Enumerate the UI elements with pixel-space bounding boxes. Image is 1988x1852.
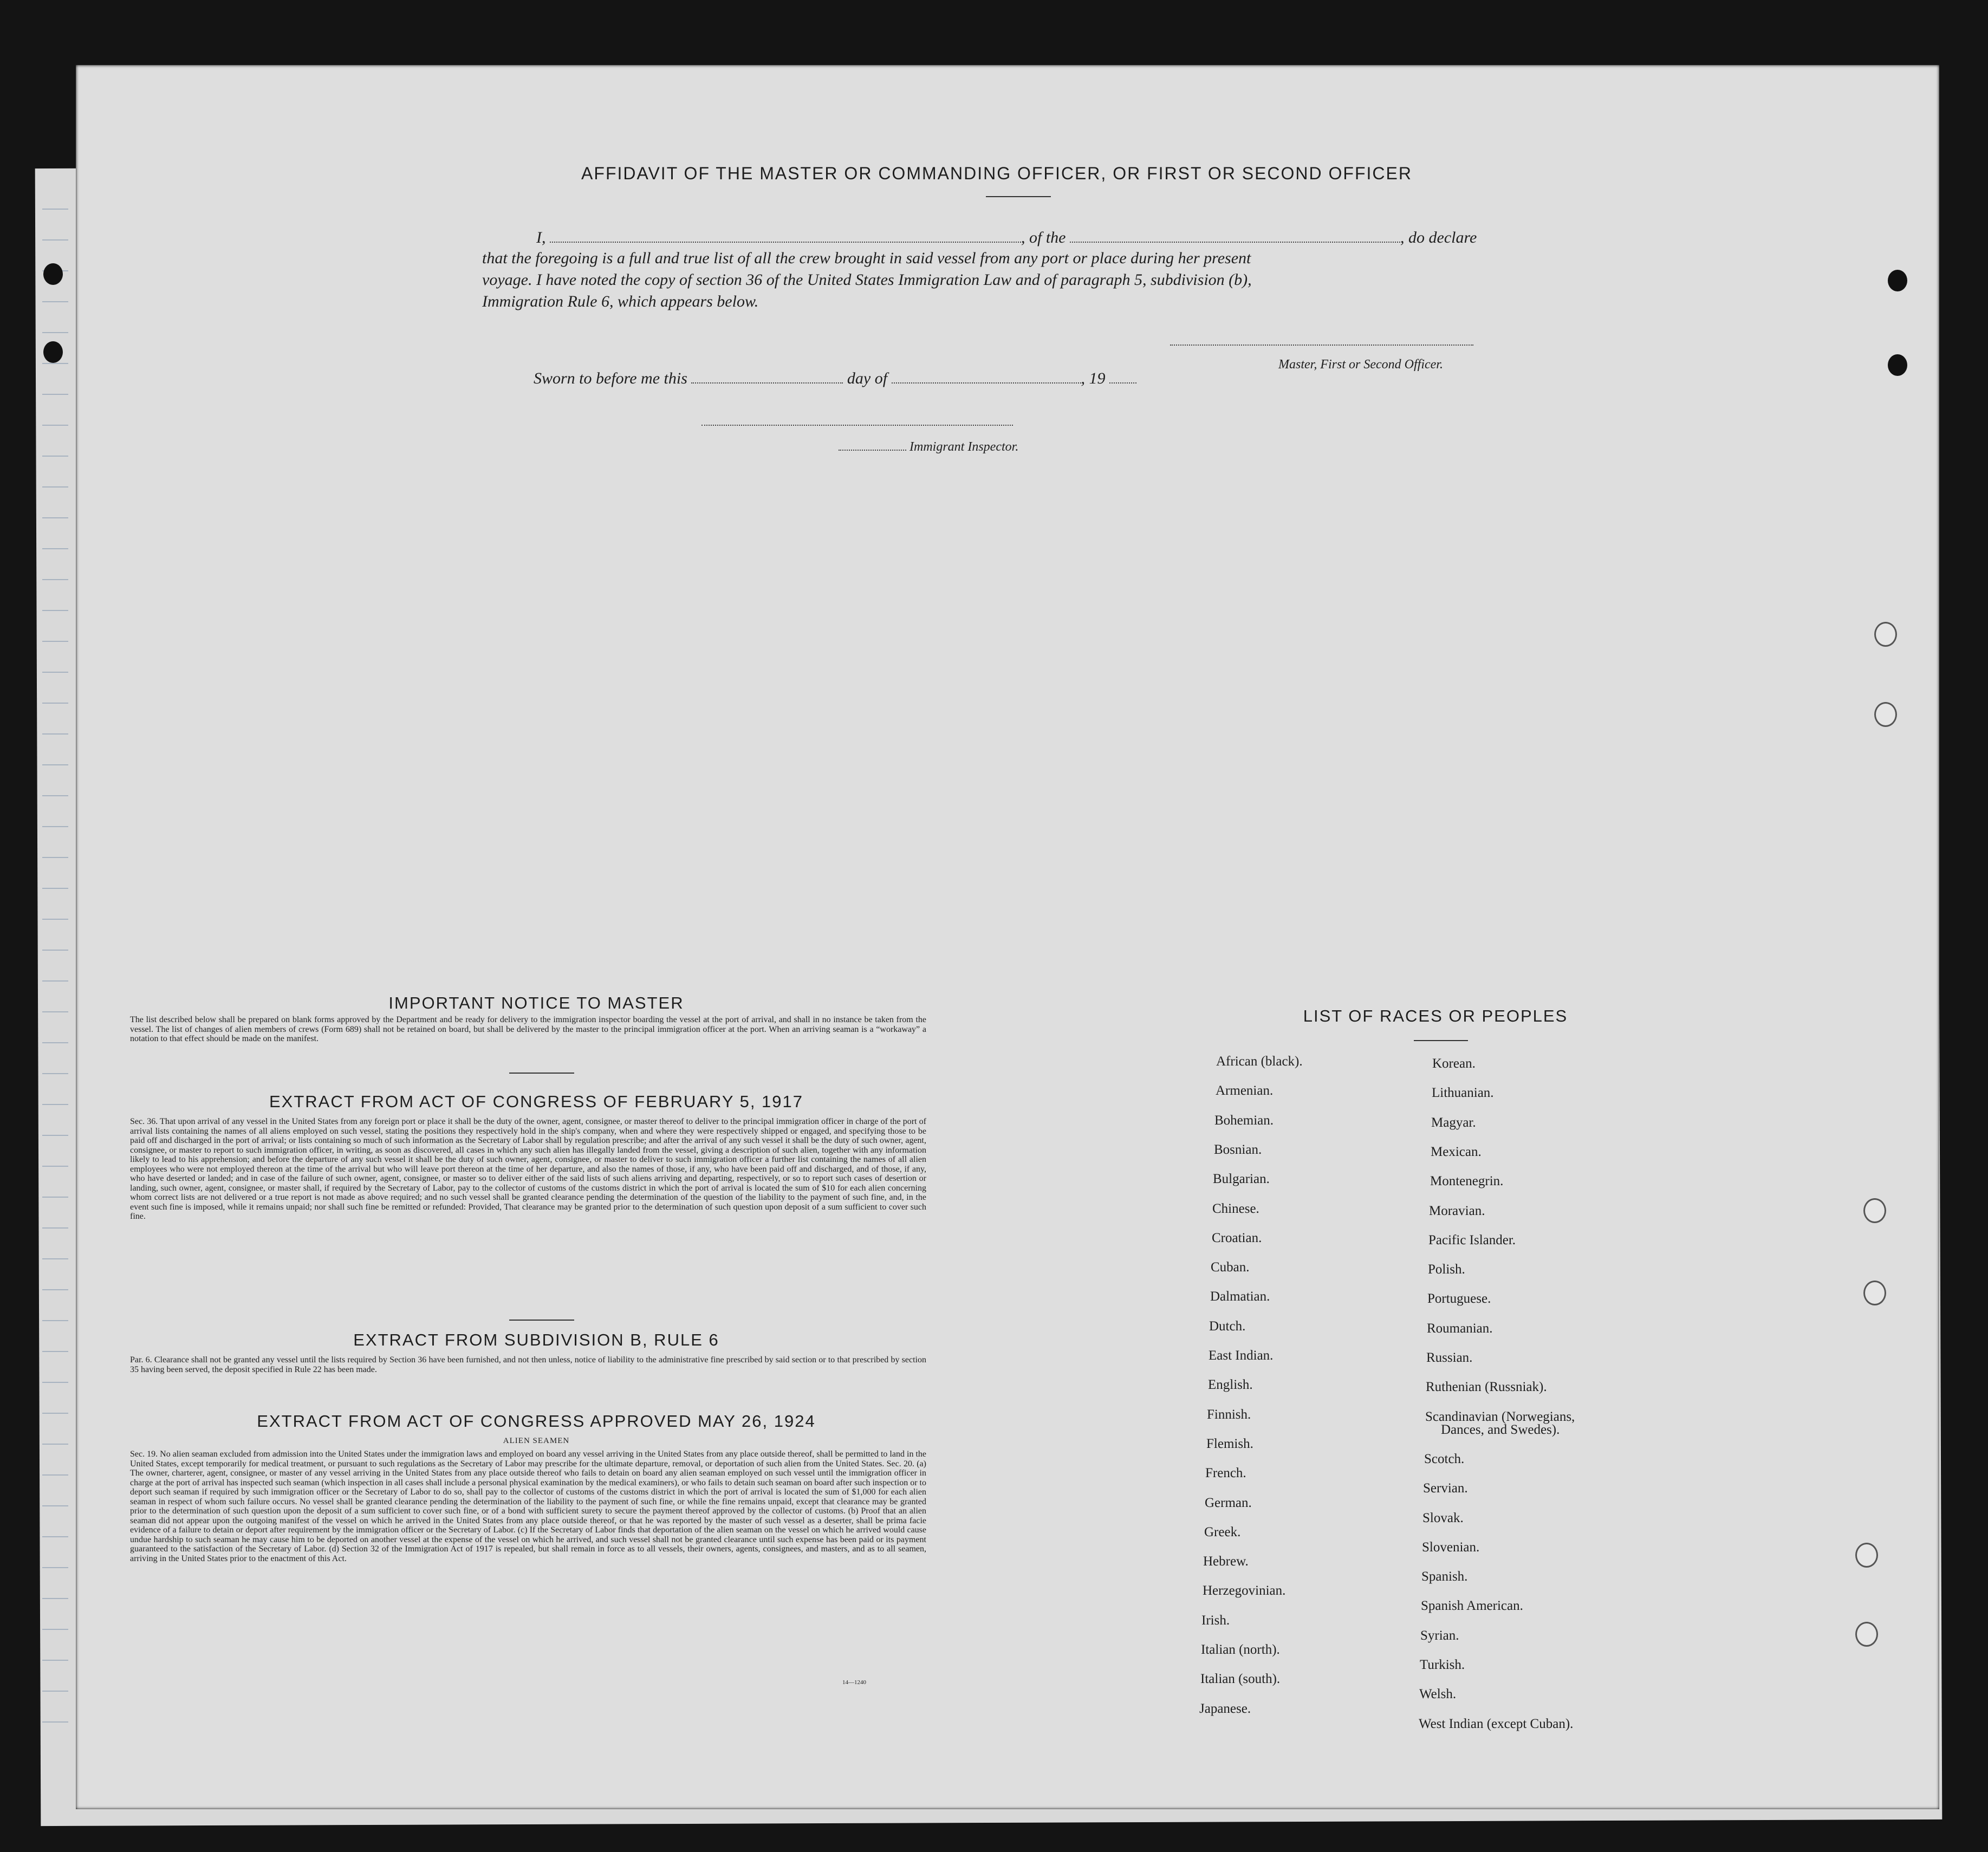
race-item: Italian (south). xyxy=(1200,1672,1281,1686)
sworn-date-blank[interactable] xyxy=(691,368,843,384)
race-item: Bosnian. xyxy=(1214,1142,1262,1157)
rule-6-title: EXTRACT FROM SUBDIVISION B, RULE 6 xyxy=(353,1330,719,1349)
punch-hole-icon xyxy=(1888,354,1907,376)
race-item: Lithuanian. xyxy=(1432,1086,1494,1100)
race-item: French. xyxy=(1205,1466,1246,1480)
inspector-text: Immigrant Inspector. xyxy=(909,440,1019,454)
race-item: Cuban. xyxy=(1211,1260,1250,1275)
divider xyxy=(509,1073,574,1074)
races-title: LIST OF RACES OR PEOPLES xyxy=(1303,1006,1568,1025)
race-item: Slovenian. xyxy=(1422,1540,1480,1555)
race-item: Pacific Islander. xyxy=(1428,1233,1516,1247)
race-item: Turkish. xyxy=(1420,1658,1465,1672)
race-item: Portuguese. xyxy=(1427,1291,1491,1306)
divider xyxy=(509,1320,574,1321)
race-item: Moravian. xyxy=(1429,1204,1485,1218)
rule-6-text: Par. 6. Clearance shall not be granted any vessel until the lists required by Section 36 have been furnished, and not then unless, notice of liability to the administrative fine prescribed by said section or to that prescribed by section 35 having been served, the deposit specified in Rule 22 has been made. xyxy=(130,1355,926,1374)
notice-title: IMPORTANT NOTICE TO MASTER xyxy=(388,993,684,1012)
race-item: Spanish American. xyxy=(1421,1598,1523,1613)
affidavit-line-3: voyage. I have noted the copy of section 36 of the United States Immigration Law and of paragraph 5, subdivision (b), xyxy=(482,271,1252,289)
divider xyxy=(1414,1040,1468,1041)
ledger-edge-lines xyxy=(42,179,68,1750)
race-item: Dutch. xyxy=(1209,1319,1246,1334)
act-1924-subtitle: ALIEN SEAMEN xyxy=(503,1437,570,1445)
affidavit-title: AFFIDAVIT OF THE MASTER OR COMMANDING OFFICER, OR FIRST OR SECOND OFFICER xyxy=(581,164,1412,183)
act-1917-title: EXTRACT FROM ACT OF CONGRESS OF FEBRUARY 5, 1917 xyxy=(269,1092,804,1111)
month-blank[interactable] xyxy=(892,368,1081,384)
act-1924-title: EXTRACT FROM ACT OF CONGRESS APPROVED MAY 26, 1924 xyxy=(257,1412,816,1431)
race-item: Bohemian. xyxy=(1214,1113,1274,1128)
race-item: Syrian. xyxy=(1420,1628,1459,1643)
race-item: Montenegrin. xyxy=(1430,1174,1504,1188)
race-item: German. xyxy=(1205,1496,1252,1510)
inspector-signature-line[interactable] xyxy=(701,425,1013,426)
race-item: Scandinavian (Norwegians, xyxy=(1425,1409,1575,1424)
race-item: Spanish. xyxy=(1421,1569,1468,1584)
race-item: Korean. xyxy=(1432,1056,1476,1071)
affidavit-i: I, xyxy=(536,229,546,246)
affidavit-of-the: , of the xyxy=(1021,229,1066,246)
race-item: Bulgarian. xyxy=(1213,1172,1270,1186)
affidavit-do-declare: , do declare xyxy=(1400,229,1477,246)
race-item: Finnish. xyxy=(1207,1407,1251,1422)
race-item: English. xyxy=(1208,1377,1253,1392)
punch-hole-icon xyxy=(1874,622,1897,647)
vessel-blank[interactable] xyxy=(1070,228,1400,243)
race-item: Croatian. xyxy=(1212,1231,1262,1245)
race-item: Italian (north). xyxy=(1201,1642,1280,1657)
name-blank[interactable] xyxy=(550,228,1021,243)
race-item: Servian. xyxy=(1423,1481,1468,1496)
race-item: Irish. xyxy=(1201,1613,1230,1628)
punch-hole-icon xyxy=(1855,1622,1878,1647)
race-item: Ruthenian (Russniak). xyxy=(1426,1380,1547,1394)
race-item: Roumanian. xyxy=(1427,1321,1493,1336)
year-blank[interactable] xyxy=(1109,368,1136,384)
race-item: Slovak. xyxy=(1422,1511,1464,1525)
punch-hole-icon xyxy=(1863,1281,1886,1305)
race-item: Herzegovinian. xyxy=(1203,1583,1286,1598)
divider xyxy=(986,196,1051,197)
race-item: Polish. xyxy=(1428,1262,1465,1277)
race-item: West Indian (except Cuban). xyxy=(1419,1717,1574,1731)
year-label: , 19 xyxy=(1081,369,1106,387)
punch-hole-icon xyxy=(1863,1198,1886,1223)
master-signature-line[interactable] xyxy=(1170,345,1473,346)
race-item: Magyar. xyxy=(1431,1115,1476,1130)
punch-hole-icon xyxy=(43,341,63,363)
race-item: Flemish. xyxy=(1206,1437,1253,1451)
punch-hole-icon xyxy=(1888,270,1907,291)
act-1917-text: Sec. 36. That upon arrival of any vessel in the United States from any foreign port or place it shall be the duty of the owner, agent, consignee, or master thereof to deliver to the principal immigration officer in charge of the port of arrival lists containing the names of all aliens employed on such vessel, stating the positions they respectively hold in the ship's company, when and where they were respectively shipped or engaged, and specifying those to be paid off and discharged in the port of arrival; or lists containing so much of such information as the Secretary of Labor shall by regulation prescribe; and after the arrival of any such vessel it shall be the duty of such owner, agent, consignee, or master to report to such immigration officer, in writing, as soon as discovered, all cases in which any such alien has illegally landed from the vessel, giving a description of such alien, together with any information likely to lead to his apprehension; and before the departure of any such vessel it shall be the duty of such owner, agent, consignee, or master to deliver to such immigration officer a further list containing the names of all alien employees who were not employed thereon at the time of the arrival but who will leave port thereon at the time of her departure, and also the names of those, if any, who have been paid off and discharged, and of those, if any, who have deserted or landed; and in case of the failure of such owner, agent, consignee, or master so to deliver either of the said lists of such aliens arriving and departing, respectively, or so to report such cases of desertion or landing, such owner, agent, consignee, or master shall, if required by the Secretary of Labor, pay to the collector of customs of the customs district in which the port of arrival is located the sum of $10 for each alien concerning whom correct lists are not delivered or a true report is not made as above required; and no such vessel shall be granted clearance pending the determination of the question of the liability to the payment of such fine, and, in the event such fine is imposed, while it remains unpaid; nor shall such fine be remitted or refunded: Provided, That clearance may be granted prior to the determination of such question upon deposit of a sum sufficient to cover such fine. xyxy=(130,1117,926,1221)
race-item: Scotch. xyxy=(1424,1452,1465,1466)
sworn-label: Sworn to before me this xyxy=(534,369,687,387)
form-number: 14—1240 xyxy=(842,1679,866,1686)
race-item: Chinese. xyxy=(1212,1201,1259,1216)
notice-text: The list described below shall be prepared on blank forms approved by the Department and be ready for delivery to the immigration inspector boarding the vessel at the port of arrival, and shall in no instance be taken from the vessel. The list of changes of alien members of crews (Form 689) shall not be retained on board, but shall be delivered by the master to the principal immigration officer at the port. When an arriving seaman is a “workaway” a notation to that effect should be made on the manifest. xyxy=(130,1015,926,1043)
day-of-label: day of xyxy=(847,369,888,387)
race-item: Greek. xyxy=(1204,1525,1241,1539)
inspector-label xyxy=(839,440,1018,454)
race-item: Welsh. xyxy=(1419,1687,1457,1701)
affidavit-line-2: that the foregoing is a full and true list of all the crew brought in said vessel from any port or place during her present xyxy=(482,249,1251,267)
sworn-line xyxy=(534,368,1136,388)
race-item: Dalmatian. xyxy=(1210,1289,1270,1304)
punch-hole-icon xyxy=(1855,1543,1878,1568)
affidavit-line-1 xyxy=(536,228,1477,247)
punch-hole-icon xyxy=(1874,702,1897,727)
race-item: Russian. xyxy=(1426,1350,1473,1365)
race-item: Hebrew. xyxy=(1203,1554,1249,1569)
affidavit-line-4: Immigration Rule 6, which appears below. xyxy=(482,293,759,310)
master-signature-label: Master, First or Second Officer. xyxy=(1278,358,1443,372)
race-item: Armenian. xyxy=(1216,1083,1274,1098)
race-item: Mexican. xyxy=(1431,1145,1482,1159)
inspector-blank xyxy=(839,440,906,451)
race-item: East Indian. xyxy=(1209,1348,1274,1363)
race-item: African (black). xyxy=(1216,1054,1303,1069)
punch-hole-icon xyxy=(43,263,63,285)
act-1924-text: Sec. 19. No alien seaman excluded from admission into the United States under the immigration laws and employed on board any vessel arriving in the United States from any place outside thereof, shall be permitted to land in the United States, except temporarily for medical treatment, or pursuant to such regulations as the Secretary of Labor may prescribe for the ultimate departure, removal, or deportation of such alien from the United States. Sec. 20. (a) The owner, charterer, agent, consignee, or master of any vessel arriving in the United States from any place outside thereof who fails to detain on board any alien seaman employed on such vessel until the immigration officer in charge at the port of arrival has inspected such seaman (which inspection in all cases shall include a personal physical examination by the medical examiners), or who fails to detain such seaman on board after such inspection or to deport such seaman if required by such immigration officer or the Secretary of Labor to do so, shall pay to the collector of customs of the customs district in which the port of arrival is located the sum of $1,000 for each alien seaman in respect of whom such failure occurs. No vessel shall be granted clearance pending the determination of the liability to the payment of such fine, or while the fine remains unpaid, except that clearance may be granted prior to the determination of such question upon the deposit of a sum sufficient to cover such fine, or of a bond with sufficient surety to secure the payment thereof approved by the collector of customs. (b) Proof that an alien seaman did not appear upon the outgoing manifest of the vessel on which he arrived in the United States from any place outside thereof, or that he was reported by the master of such vessel as a deserter, shall be prima facie evidence of a failure to detain or deport after requirement by the immigration officer or the Secretary of Labor. (c) If the Secretary of Labor finds that deportation of the alien seaman on the vessel on which he arrived would cause undue hardship to such seaman he may cause him to be deported on another vessel at the expense of the vessel on which he arrived, and such vessel shall not be granted clearance until such expense has been paid or its payment guaranteed to the satisfaction of the Secretary of Labor. (d) Section 32 of the Immigration Act of 1917 is repealed, but shall remain in force as to all vessels, their owners, agents, consignees, and masters, and as to all seamen, arriving in the United States prior to the enactment of this Act. xyxy=(130,1450,926,1563)
race-item: Dances, and Swedes). xyxy=(1441,1422,1560,1437)
race-item: Japanese. xyxy=(1199,1701,1251,1716)
